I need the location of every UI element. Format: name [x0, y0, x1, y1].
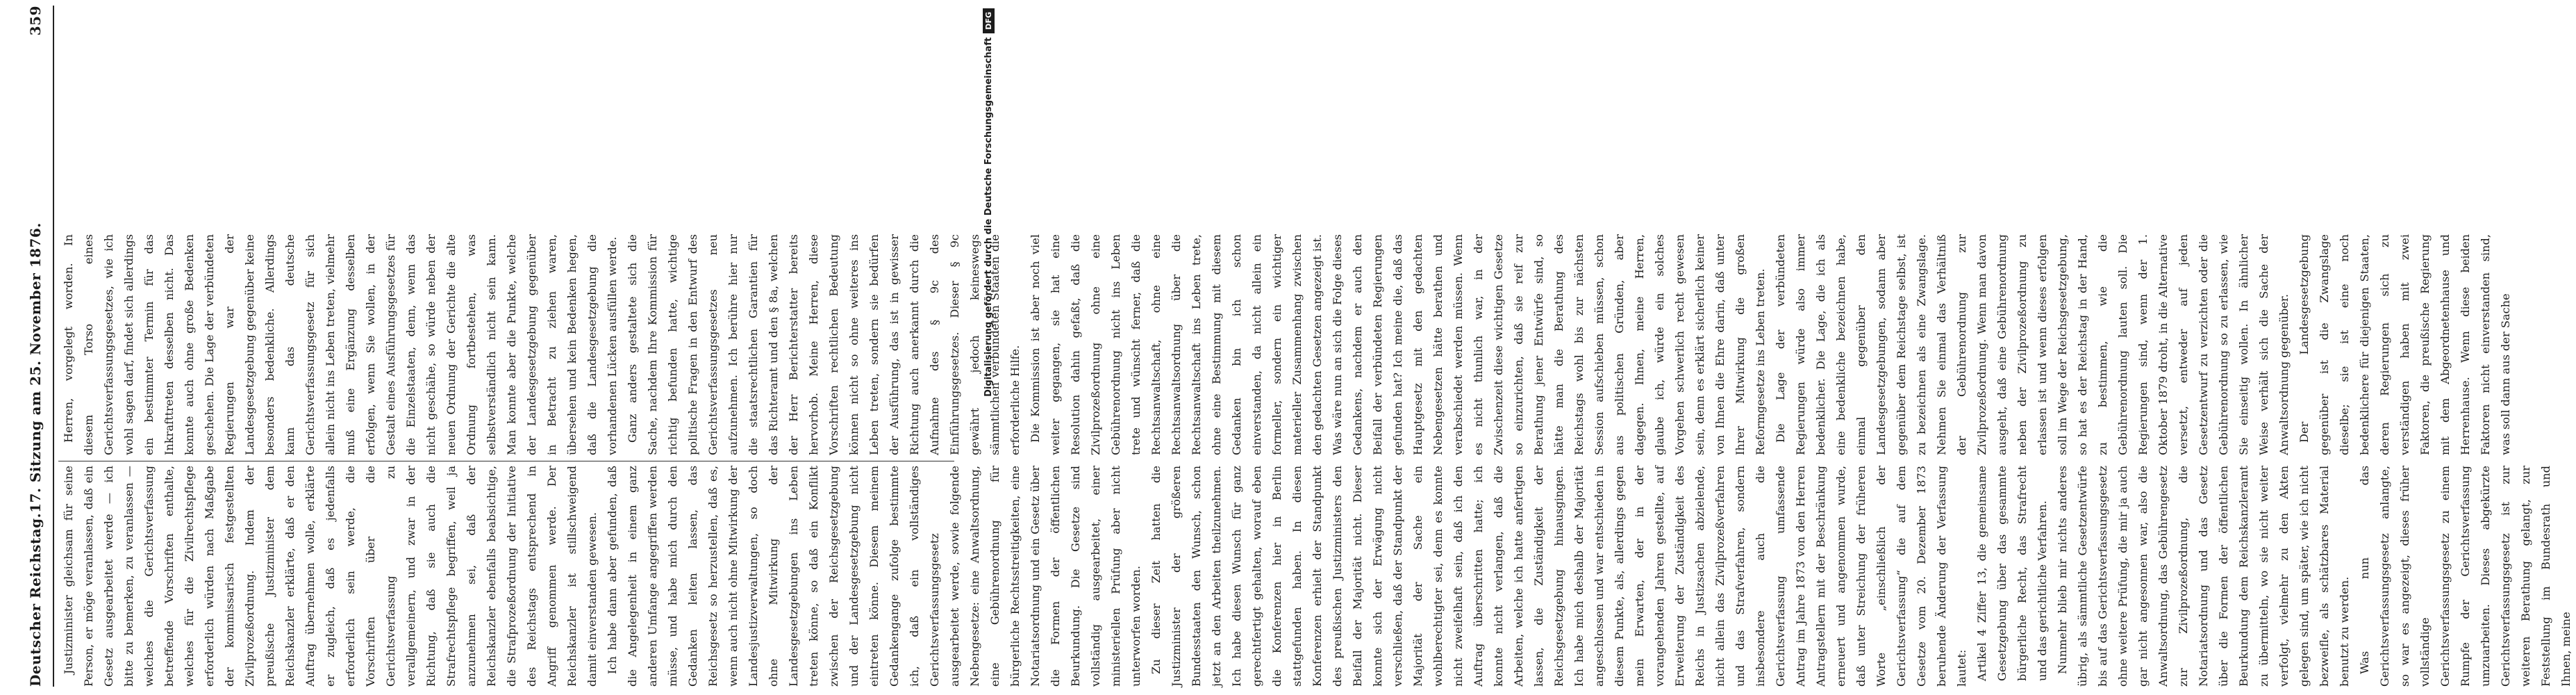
- page-number: 359: [27, 6, 44, 36]
- dfg-logo: DFG: [983, 8, 995, 33]
- stamp-text: Digitalisierung gefördert durch die Deutsche Forschungsgemeinschaft: [983, 37, 994, 397]
- text-column-2: [58, 234, 2512, 455]
- header-left: Deutscher Reichstag.: [27, 512, 44, 687]
- paragraph: Zu dieser Zeit hatten die Justizminister der größeren Bundesstaaten den Wunsch, schon jetzt an den Arbeiten theilzunehmen. Ich habe diesen Wunsch für ganz gerechtfertigt gehalten, worauf eben die Konferenzen hier in Berlin stattgefunden haben. In diesen Konferenzen erhielt der Standpunkt des preußischen Justizministers den Beifall der Majorität nicht. Dieser konnte sich der Erwägung nicht verschließen, daß der Standpunkt der Majorität der Sache ein wohlberechtigter sei, denn es konnte nicht zweifelhaft sein, daß ich den Auftrag überschritten hatte; ich konnte nicht verlangen, daß die Arbeiten, welche ich hatte anfertigen lassen, die Zuständigkeit der Reichsgesetzgebung hinausgingen. Ich habe mich deshalb der Majorität angeschlossen und war entschieden in diesem Punkte, als, allerdings gegen mein Erwarten, der in der vorangehenden Jahren gestellte, auf Erweiterung der Zuständigkeit des Reichs in Justizsachen abzielende, nicht allein das Zivilprozeßverfahren und das Strafverfahren, sondern insbesondere auch die Gerichtsverfassung umfassende Antrag im Jahre 1873 von den Herren Antragstellern mit der Beschränkung erneuert und angenommen wurde, daß unter Streichung der früheren Worte „einschließlich der Gerichtsverfassung“ die auf dem Gesetze vom 20. Dezember 1873 beruhende Änderung der Verfassung lautet:: [1149, 466, 1968, 687]
- header-rule: [53, 6, 54, 687]
- paragraph: Justizminister gleichsam für seine Person, er möge veranlassen, daß ein Gesetz ausgearbeitet werde — ich bitte zu bemerken, zu veranlassen — welches die Gerichtsverfassung betreffende Vorschriften enthalte, welches für die Zivilrechtspflege erforderlich würden nach Maßgabe der kommissarisch festgestellten Zivilprozeßordnung. Indem der preußische Justizminister dem Reichskanzler erklärte, daß er den Auftrag übernehmen wolle, erklärte er zugleich, daß es jedenfalls erforderlich sein werde, die Vorschriften über die Gerichtsverfassung zu verallgemeinern, und zwar in der Richtung, daß sie auch die Strafrechtspflege begriffen, weil ja anzunehmen sei, daß der Reichskanzler ebenfalls beabsichtige, die Strafprozeßordnung der Initiative des Reichstags entsprechend in Angriff genommen werde. Der Reichskanzler ist stillschweigend damit einverstanden gewesen.: [62, 466, 599, 687]
- digitization-stamp: [971, 0, 995, 695]
- paragraph: Ganz anders gestaltete sich die Sache, nachdem Ihre Kommission für richtig befunden hatte, wichtige politische Fragen in den Entwurf des Gerichtsverfassungsgesetzes neu aufzunehmen. Ich berühre hier nur die staatsrechtlichen Garantien für das Richteramt und den § 8a, welchen der Herr Berichterstatter bereits hervorhob. Meine Herren, diese Vorschriften rechtlichen Bedeutung können nicht so ohne weiteres ins Leben treten, sondern sie bedürfen der Ausführung, das ist in gewisser Richtung auch anerkannt durch die Aufnahme des § 9c des Einführungsgesetzes. Dieser § 9c gewährt jedoch keineswegs sämmtlichen verbündeten Staaten die erforderliche Hilfe.: [626, 234, 1022, 455]
- paragraph: Nunmehr blieb mir nichts anderes übrig, als sämmtliche Gesetzentwürfe bis auf das Gerichtsverfassungsgesetz ohne weitere Prüfung, die mir ja auch gar nicht angesonnen war, also die Anwaltsordnung, das Gebührengesetz zur Zivilprozeßordnung, die Notariatsordnung und das Gesetz über die Formen der öffentlichen Beurkundung dem Reichskanzleramt zu übermitteln, wo sie nicht weiter verfolgt, vielmehr zu den Akten gelegen sind, um später, wie ich nicht bezweifle, als schätzbares Material benutzt zu werden.: [2056, 466, 2351, 687]
- paragraph: Der Landesgesetzgebung gegenüber ist die Zwangslage dieselbe; sie ist eine noch bedenklichere für diejenigen Staaten, deren Regierungen sich zu verständigen haben mit zwei Faktoren, die preußische Regierung mit dem Abgeordnetenhause und Herrenhause. Wenn diese beiden Faktoren nicht einverstanden sind, was soll dann aus der Sache: [2297, 234, 2512, 455]
- header-center: 17. Sitzung am 25. November 1876.: [27, 222, 44, 513]
- quoted-article: Artikel 4 Ziffer 13, die gemeinsame Gesetzgebung über das gesammte bürgerliche Recht, das Strafrecht und das gerichtliche Verfahren.: [1975, 466, 2049, 681]
- text-column-1: [58, 466, 2573, 687]
- paragraph: Was nun das Gerichtsverfassungsgesetz anlangte, so war es angezeigt, dieses früher vollständige Gerichtsverfassungsgesetz zu einem Rumpfe der Gerichtsverfassung umzuarbeiten. Dieses abgekürzte Gerichtsverfassungsgesetz ist zur weiteren Berathung gelangt, zur Feststellung im Bundesrath und Ihnen, meine: [2358, 466, 2573, 687]
- page-header: [15, 6, 56, 687]
- paragraph: Die Kommission ist aber noch viel weiter gegangen, sie hat eine Resolution dahin gefaßt, daß die Zivilprozeßordnung ohne eine Gebührenordnung nicht ins Leben trete und wünscht ferner, daß die Rechtsanwaltschaft, ohne eine Rechtsanwaltsordnung über die Rechtsanwaltschaft ins Leben trete, ohne eine Bestimmung mit diesem Gedanken bin ich schon einverstanden, da nicht allein ein formeller, sondern ein wichtiger materieller Zusammenhang zwischen den gedachten Gesetzen angezeigt ist. Was wäre nun an sich die Folge dieses Gedankens, nachdem er auch den Beifall der verbündeten Regierungen gefunden hat? Ich meine die, daß das Hauptgesetz mit den gedachten Nebengesetzen hätte berathen und verabschiedet werden müssen. Wenn es nicht thunlich war, in der Zwischenzeit diese wichtigen Gesetze so einzurichten, daß sie reif zur Berathung jener Entwürfe sind, so hätte man die Berathung des Reichstags wohl bis zur nächsten Session aufschieben müssen, schon aus politischen Gründen, aber dagegen. Ihnen, meine Herren, glaube ich, würde ein solches Vorgehen schwerlich recht gewesen sein, denn es erklärt sicherlich keiner von Ihnen die Ehre darin, daß unter Ihrer Mitwirkung die großen Reformgesetze ins Leben treten.: [1029, 234, 1767, 455]
- paragraph: Die Lage der verbündeten Regierungen würde also immer bedenklicher. Die Lage, die ich als eine bedenkliche bezeichnen habe, einmal gegenüber den Landesgesetzgebungen, sodann aber gegenüber dem Reichstage selbst, ist zu bezeichnen als eine Zwangslage. Nehmen Sie einmal das Verhältniß der Gebührenordnung zur Zivilprozeßordnung. Wenn man davon ausgeht, daß eine Gebührenordnung neben der Zivilprozeßordnung zu erlassen ist und wenn dieses erfolgen soll im Wege der Reichsgesetzgebung, so hat es der Reichstag in der Hand, zu bestimmen, wie die Gebührenordnung lauten soll. Die Regierungen sind, wenn der 1. Oktober 1879 droht, in die Alternative versetzt, entweder auf jeden Gesetzentwurf zu verzichten oder die Gebührenordnung so zu erlassen, wie Sie einseitig wollen. In ähnlicher Weise verhält sich die Sache der Anwaltsordnung gegenüber.: [1774, 234, 2291, 455]
- paragraph: Herren, vorgelegt worden. In diesem Torso eines Gerichtsverfassungsgesetzes, wie ich wohl sagen darf, findet sich allerdings ein bestimmter Termin für das Inkrafttreten desselben nicht. Das konnte auch ohne große Bedenken geschehen. Die Lage der verbündeten Regierungen war der Landesgesetzgebung gegenüber keine besonders bedenkliche. Allerdings kann das deutsche Gerichtsverfassungsgesetz für sich allein nicht ins Leben treten, vielmehr muß eine Ergänzung desselben erfolgen, wenn Sie wollen, in der Gestalt eines Ausführungsgesetzes für die Einzelstaaten, denn, wenn das nicht geschähe, so würde neben der neuen Ordnung der Gerichte die alte Ordnung fortbestehen, was selbstverständlich nicht sein kann. Man konnte aber die Punkte, welche der Landesgesetzgebung gegenüber in Betracht zu ziehen waren, übersehen und kein Bedenken hegen, daß die Landesgesetzgebung die vorhandenen Lücken ausfüllen werde.: [62, 234, 619, 455]
- paragraph: Ich habe dann aber gefunden, daß die Angelegenheit in einem ganz anderen Umfange angegriffen werden müsse, und habe mich durch den Gedanken leiten lassen, das Reichsgesetz so herzustellen, daß es, wenn auch nicht ohne Mitwirkung der Landesjustizverwaltungen, so doch ohne Mitwirkung der Landesgesetzgebungen ins Leben treten könne, so daß ein Konflikt zwischen der Reichsgesetzgebung und der Landesgesetzgebung nicht eintreten könne. Diesem meinem Gedankengange zufolge bestimmte ich, daß ein vollständiges Gerichtsverfassungsgesetz ausgearbeitet werde, sowie folgende Nebengesetze: eine Anwaltsordnung, eine Gebührenordnung für bürgerliche Rechtsstreitigkeiten, eine Notariatsordnung und ein Gesetz über die Formen der öffentlichen Beurkundung. Die Gesetze sind vollständig ausgearbeitet, einer ministeriellen Prüfung aber nicht unterworfen worden.: [606, 466, 1142, 687]
